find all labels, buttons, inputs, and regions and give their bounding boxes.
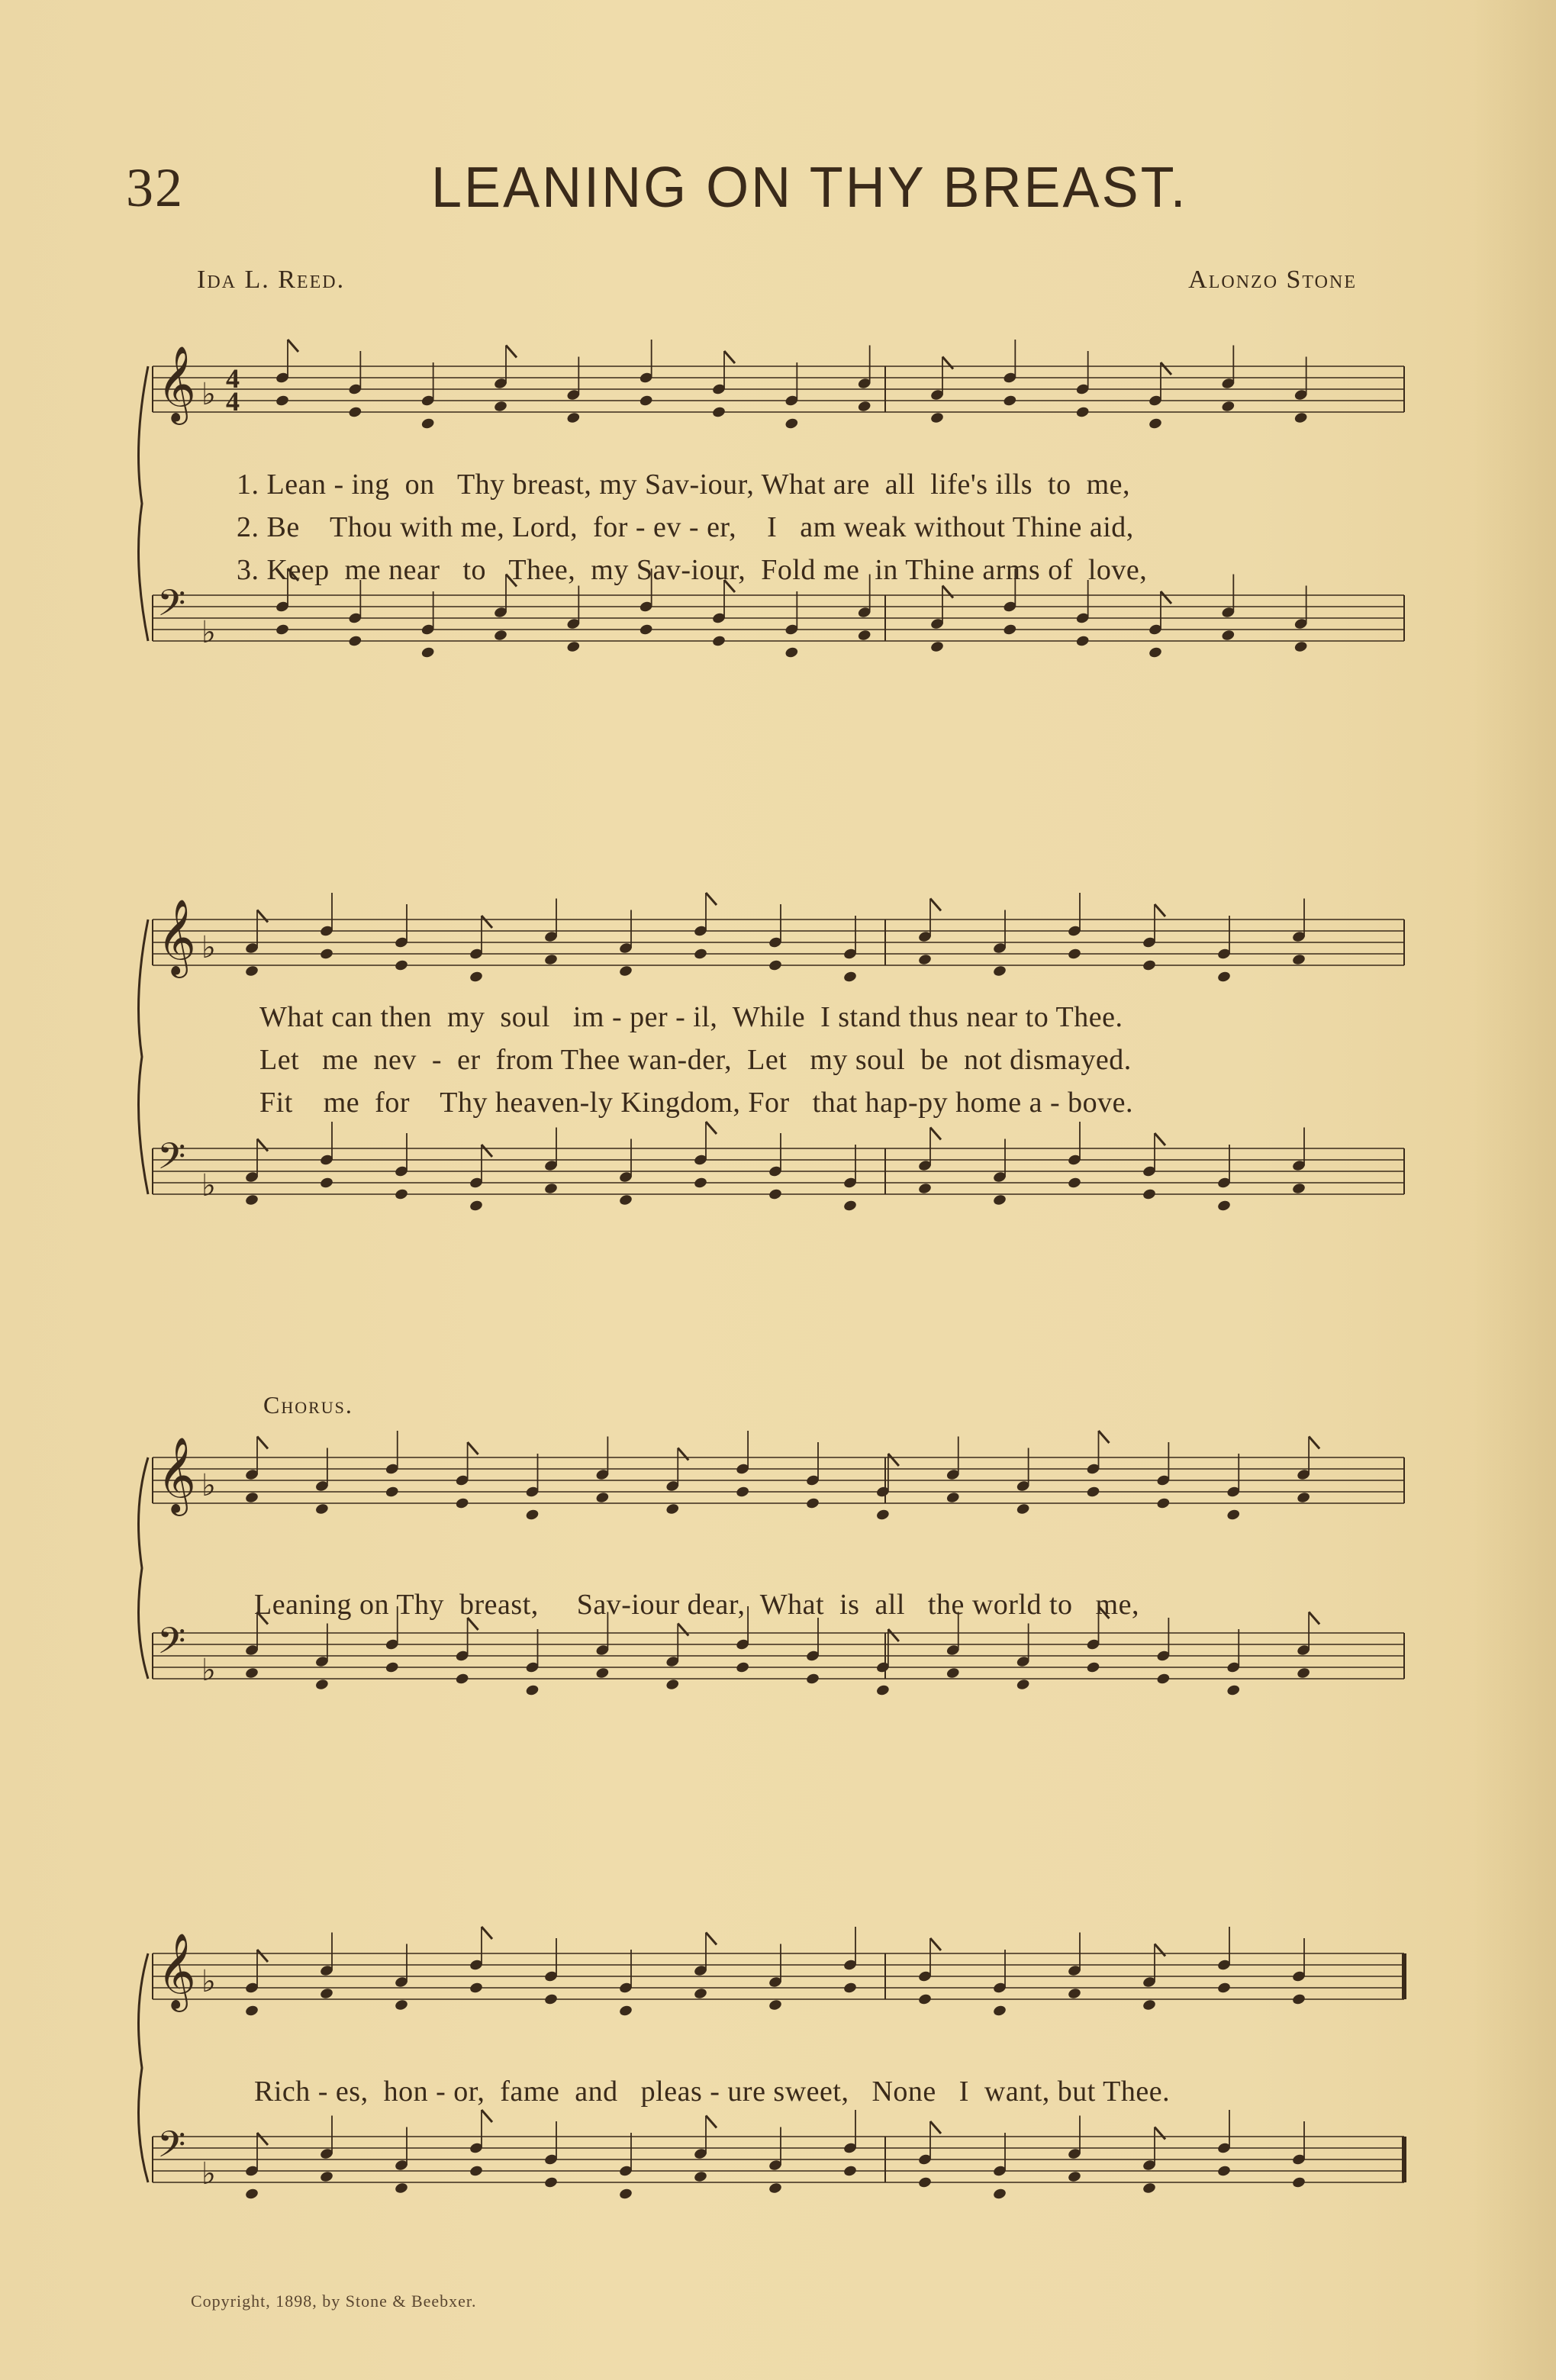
note-head <box>469 1200 483 1213</box>
time-signature-top: 4 <box>226 363 240 394</box>
note-head <box>543 953 558 966</box>
note-head <box>543 1993 558 2006</box>
credits <box>197 266 1357 299</box>
note-flag <box>482 1927 492 1939</box>
brace <box>139 1457 149 1679</box>
note-head <box>736 1486 750 1499</box>
note-head <box>244 1667 259 1680</box>
note-head <box>394 2182 408 2195</box>
note-flag <box>257 1139 268 1151</box>
bass-clef: 𝄢 <box>157 1619 186 1671</box>
note-flag <box>678 1448 688 1461</box>
note-head <box>525 1509 540 1522</box>
note-head <box>946 1491 960 1504</box>
note-head <box>469 1982 483 1995</box>
note-head <box>693 948 707 961</box>
note-head <box>566 640 581 653</box>
note-head <box>992 965 1007 977</box>
copyright-notice: Copyright, 1898, by Stone & Beebxer. <box>191 2291 477 2311</box>
treble-clef: 𝄞 <box>157 1933 196 2009</box>
note-flag <box>706 2116 717 2128</box>
note-head <box>595 1491 610 1504</box>
note-head <box>1148 417 1162 430</box>
note-head <box>566 411 581 424</box>
note-head <box>842 2165 857 2178</box>
note-head <box>639 395 653 407</box>
bass-clef: 𝄢 <box>157 581 186 633</box>
note-head <box>314 1502 329 1515</box>
note-head <box>1291 2176 1306 2189</box>
note-head <box>275 395 289 407</box>
treble-clef: 𝄞 <box>157 899 196 975</box>
note-head <box>805 1673 820 1686</box>
note-flag <box>706 1933 717 1945</box>
note-head <box>469 971 483 984</box>
verse-3-line-1: 3. Keep me near to Thee, my Sav-iour, Fold me in Thine arms of love, <box>237 554 1148 586</box>
note-head <box>455 1673 469 1686</box>
note-head <box>1293 640 1308 653</box>
flat-sign: ♭ <box>201 377 216 412</box>
note-head <box>1156 1673 1171 1686</box>
note-head <box>595 1667 610 1680</box>
brace <box>139 366 149 641</box>
note-head <box>946 1667 960 1680</box>
flat-sign: ♭ <box>201 1964 216 1999</box>
note-head <box>493 400 507 413</box>
note-head <box>244 1193 259 1206</box>
note-flag <box>942 357 953 369</box>
note-head <box>875 1684 890 1697</box>
note-head <box>1291 953 1306 966</box>
note-head <box>244 2188 259 2201</box>
note-flag <box>506 346 517 358</box>
note-head <box>711 635 726 648</box>
note-flag <box>1099 1431 1110 1443</box>
note-head <box>693 1177 707 1190</box>
note-head <box>543 1182 558 1195</box>
note-head <box>929 411 944 424</box>
note-head <box>543 2176 558 2189</box>
note-head <box>1156 1497 1171 1510</box>
page-number: 32 <box>126 157 184 218</box>
note-head <box>319 1987 333 2000</box>
note-head <box>275 623 289 636</box>
note-head <box>394 959 408 972</box>
note-head <box>711 406 726 419</box>
note-head <box>1226 1509 1241 1522</box>
bass-clef: 𝄢 <box>157 1135 186 1187</box>
note-head <box>805 1497 820 1510</box>
note-head <box>992 2188 1007 2201</box>
note-head <box>1003 623 1017 636</box>
note-flag <box>930 1128 941 1140</box>
note-flag <box>888 1629 899 1641</box>
brace <box>139 919 149 1194</box>
note-flag <box>1155 1133 1165 1145</box>
note-head <box>244 2005 259 2018</box>
note-head <box>693 2170 707 2183</box>
note-head <box>1142 1188 1156 1201</box>
note-head <box>385 1486 399 1499</box>
note-flag <box>482 1145 492 1157</box>
note-head <box>394 1998 408 2011</box>
brace <box>139 1953 149 2182</box>
flat-sign: ♭ <box>201 2156 216 2192</box>
note-head <box>1142 2182 1156 2195</box>
note-flag <box>468 1442 478 1454</box>
note-head <box>875 1509 890 1522</box>
note-head <box>1293 411 1308 424</box>
verse-lyrics-line-1 <box>237 463 1147 591</box>
note-head <box>1221 400 1235 413</box>
note-head <box>917 953 932 966</box>
note-head <box>1291 1182 1306 1195</box>
verse-1-line-2: What can then my soul im - per - il, While I stand thus near to Thee. <box>259 1001 1123 1033</box>
note-flag <box>1161 362 1171 375</box>
note-head <box>1075 406 1090 419</box>
note-head <box>1086 1486 1100 1499</box>
note-head <box>1075 635 1090 648</box>
note-head <box>618 2005 633 2018</box>
page-header <box>126 156 1400 225</box>
note-flag <box>930 899 941 911</box>
treble-clef: 𝄞 <box>157 1437 196 1513</box>
note-flag <box>257 910 268 923</box>
note-head <box>244 1491 259 1504</box>
note-head <box>394 1188 408 1201</box>
note-head <box>525 1684 540 1697</box>
verse-1-line-1: 1. Lean - ing on Thy breast, my Sav-iour, What are all life's ills to me, <box>237 469 1131 501</box>
note-head <box>618 965 633 977</box>
note-head <box>693 1987 707 2000</box>
note-head <box>768 1188 782 1201</box>
note-head <box>1297 1667 1311 1680</box>
verse-3-line-2: Fit me for Thy heaven-ly Kingdom, For that hap-py home a - bove. <box>259 1087 1133 1119</box>
note-head <box>1016 1678 1030 1691</box>
note-head <box>1216 971 1231 984</box>
page-edge-shadow <box>1472 0 1556 2380</box>
chorus-lyrics-line-2 <box>254 2070 1170 2113</box>
note-head <box>917 2176 932 2189</box>
note-head <box>1297 1491 1311 1504</box>
note-head <box>319 948 333 961</box>
note-flag <box>1155 2127 1165 2140</box>
note-head <box>420 646 435 659</box>
flat-sign: ♭ <box>201 1168 216 1203</box>
note-head <box>917 1182 932 1195</box>
chorus-line-2: Rich - es, hon - or, fame and pleas - ure sweet, None I want, but Thee. <box>254 2076 1171 2108</box>
flat-sign: ♭ <box>201 930 216 965</box>
flat-sign: ♭ <box>201 1468 216 1503</box>
note-head <box>784 417 799 430</box>
note-head <box>469 2165 483 2178</box>
note-head <box>665 1502 680 1515</box>
flat-sign: ♭ <box>201 1653 216 1688</box>
note-flag <box>288 340 298 352</box>
note-head <box>768 959 782 972</box>
chorus-line-1: Leaning on Thy breast, Sav-iour dear, What is all the world to me, <box>254 1589 1139 1621</box>
note-head <box>917 1993 932 2006</box>
note-head <box>1148 646 1162 659</box>
composer-credit: Alonzo Stone <box>1188 266 1357 294</box>
treble-clef: 𝄞 <box>157 346 196 422</box>
note-head <box>992 2005 1007 2018</box>
note-head <box>455 1497 469 1510</box>
note-head <box>420 417 435 430</box>
note-flag <box>257 1950 268 1962</box>
note-head <box>1226 1684 1241 1697</box>
note-head <box>857 629 871 642</box>
note-head <box>1003 395 1017 407</box>
verse-2-line-1: 2. Be Thou with me, Lord, for - ev - er, I am weak without Thine aid, <box>237 511 1134 543</box>
hymn-title: LEANING ON THY BREAST. <box>431 156 1188 220</box>
note-flag <box>257 1437 268 1449</box>
note-flag <box>1161 591 1171 604</box>
note-head <box>929 640 944 653</box>
note-flag <box>930 2121 941 2134</box>
verse-lyrics-line-2 <box>259 996 1133 1124</box>
note-head <box>1142 959 1156 972</box>
flat-sign: ♭ <box>201 615 216 650</box>
note-flag <box>1155 1944 1165 1956</box>
note-flag <box>1155 904 1165 916</box>
note-head <box>842 1982 857 1995</box>
note-flag <box>482 916 492 928</box>
note-head <box>618 2188 633 2201</box>
note-head <box>1291 1993 1306 2006</box>
note-head <box>1067 2170 1081 2183</box>
chorus-label: Chorus. <box>263 1391 353 1419</box>
note-head <box>1216 1982 1231 1995</box>
note-head <box>1016 1502 1030 1515</box>
note-head <box>842 1200 857 1213</box>
note-head <box>348 635 362 648</box>
note-head <box>1067 948 1081 961</box>
note-head <box>319 1177 333 1190</box>
note-head <box>348 406 362 419</box>
note-head <box>784 646 799 659</box>
author-credit: Ida L. Reed. <box>197 266 346 294</box>
time-signature-bottom: 4 <box>226 386 240 417</box>
note-flag <box>724 351 735 363</box>
note-head <box>768 2182 782 2195</box>
note-head <box>493 629 507 642</box>
note-head <box>618 1193 633 1206</box>
note-head <box>639 623 653 636</box>
note-head <box>857 400 871 413</box>
note-head <box>1216 2165 1231 2178</box>
note-head <box>1142 1998 1156 2011</box>
note-head <box>1067 1987 1081 2000</box>
chorus-lyrics-line-1 <box>254 1583 1139 1626</box>
note-head <box>736 1661 750 1674</box>
note-head <box>244 965 259 977</box>
note-head <box>314 1678 329 1691</box>
note-head <box>1067 1177 1081 1190</box>
note-head <box>992 1193 1007 1206</box>
note-head <box>842 971 857 984</box>
note-head <box>1086 1661 1100 1674</box>
note-flag <box>1309 1612 1319 1625</box>
note-head <box>319 2170 333 2183</box>
note-flag <box>930 1938 941 1950</box>
note-head <box>1216 1200 1231 1213</box>
note-flag <box>706 893 717 905</box>
note-head <box>385 1661 399 1674</box>
bass-clef: 𝄢 <box>157 2123 186 2175</box>
note-flag <box>888 1454 899 1466</box>
note-flag <box>257 2133 268 2145</box>
verse-2-line-2: Let me nev - er from Thee wan-der, Let my soul be not dismayed. <box>259 1044 1132 1076</box>
note-head <box>665 1678 680 1691</box>
note-flag <box>1309 1437 1319 1449</box>
note-head <box>768 1998 782 2011</box>
note-head <box>1221 629 1235 642</box>
